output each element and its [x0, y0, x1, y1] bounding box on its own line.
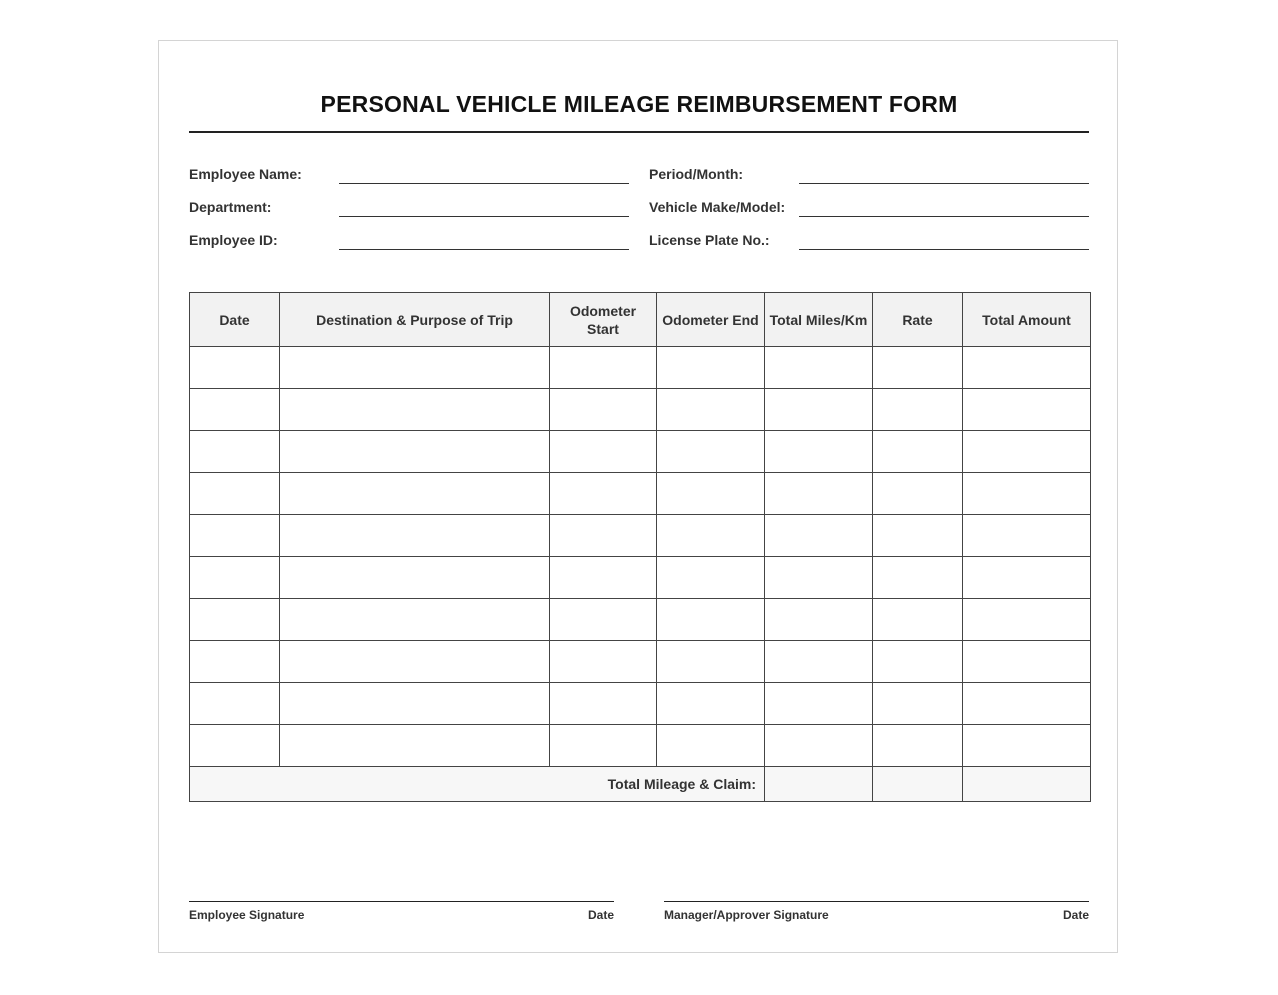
cell-total-amount[interactable]	[963, 473, 1091, 515]
cell-date[interactable]	[190, 515, 280, 557]
table-row	[190, 599, 1091, 641]
cell-odometer-start[interactable]	[550, 557, 657, 599]
form-title: PERSONAL VEHICLE MILEAGE REIMBURSEMENT FORM	[320, 91, 958, 117]
cell-destination-purpose[interactable]	[280, 599, 550, 641]
cell-destination-purpose[interactable]	[280, 473, 550, 515]
cell-rate[interactable]	[873, 557, 963, 599]
employee-signature-date-label: Date	[587, 908, 614, 922]
cell-rate[interactable]	[873, 347, 963, 389]
table-row	[190, 431, 1091, 473]
manager-signature-label: Manager/Approver Signature	[664, 908, 829, 922]
cell-total-miles[interactable]	[765, 431, 873, 473]
header-total-miles: Total Miles/Km	[765, 293, 873, 347]
header-destination-purpose: Destination & Purpose of Trip	[280, 293, 550, 347]
cell-destination-purpose[interactable]	[280, 431, 550, 473]
cell-destination-purpose[interactable]	[280, 725, 550, 767]
table-row	[190, 557, 1091, 599]
cell-destination-purpose[interactable]	[280, 389, 550, 431]
employee-id-line[interactable]	[339, 249, 629, 250]
cell-destination-purpose[interactable]	[280, 515, 550, 557]
cell-total-miles[interactable]	[765, 599, 873, 641]
license-plate-line[interactable]	[799, 249, 1089, 250]
cell-total-miles[interactable]	[765, 557, 873, 599]
cell-odometer-start[interactable]	[550, 389, 657, 431]
table-row	[190, 389, 1091, 431]
table-row	[190, 641, 1091, 683]
employee-name-field	[189, 165, 629, 189]
cell-rate[interactable]	[873, 599, 963, 641]
period-month-label: Period/Month:	[649, 166, 744, 182]
cell-rate[interactable]	[873, 431, 963, 473]
cell-rate[interactable]	[873, 725, 963, 767]
cell-total-miles[interactable]	[765, 683, 873, 725]
table-row	[190, 725, 1091, 767]
table-row	[190, 515, 1091, 557]
employee-id-field	[189, 231, 629, 255]
cell-total-amount[interactable]	[963, 557, 1091, 599]
cell-total-miles[interactable]	[765, 389, 873, 431]
header-date: Date	[190, 293, 280, 347]
cell-total-amount[interactable]	[963, 431, 1091, 473]
cell-total-amount[interactable]	[963, 515, 1091, 557]
department-field	[189, 198, 629, 222]
cell-total-amount[interactable]	[963, 641, 1091, 683]
cell-odometer-end[interactable]	[657, 347, 765, 389]
header-total-amount: Total Amount	[963, 293, 1091, 347]
form-page	[158, 40, 1118, 953]
cell-destination-purpose[interactable]	[280, 347, 550, 389]
total-mileage-claim-label: Total Mileage & Claim:	[190, 767, 765, 802]
header-odometer-end: Odometer End	[657, 293, 765, 347]
license-plate-field	[649, 231, 1089, 255]
cell-destination-purpose[interactable]	[280, 641, 550, 683]
vehicle-make-model-label: Vehicle Make/Model:	[649, 199, 786, 215]
cell-total-amount[interactable]	[963, 599, 1091, 641]
cell-total-amount[interactable]	[963, 683, 1091, 725]
total-miles-cell[interactable]	[765, 767, 873, 802]
cell-rate[interactable]	[873, 389, 963, 431]
employee-signature-label: Employee Signature	[189, 908, 305, 922]
cell-date[interactable]	[190, 683, 280, 725]
cell-date[interactable]	[190, 557, 280, 599]
employee-name-label: Employee Name:	[189, 166, 302, 182]
table-body	[190, 347, 1091, 767]
cell-total-miles[interactable]	[765, 725, 873, 767]
cell-date[interactable]	[190, 725, 280, 767]
manager-signature-date-label: Date	[1062, 908, 1089, 922]
mileage-log-table	[189, 292, 1091, 802]
cell-odometer-end[interactable]	[657, 389, 765, 431]
table-row	[190, 347, 1091, 389]
cell-odometer-start[interactable]	[550, 431, 657, 473]
employee-signature-line[interactable]	[189, 901, 614, 932]
cell-total-miles[interactable]	[765, 515, 873, 557]
cell-total-miles[interactable]	[765, 641, 873, 683]
license-plate-label: License Plate No.:	[649, 232, 770, 248]
cell-rate[interactable]	[873, 641, 963, 683]
cell-odometer-end[interactable]	[657, 641, 765, 683]
cell-total-miles[interactable]	[765, 347, 873, 389]
cell-odometer-end[interactable]	[657, 515, 765, 557]
cell-date[interactable]	[190, 431, 280, 473]
table-header-row	[190, 293, 1091, 347]
cell-odometer-end[interactable]	[657, 599, 765, 641]
table-total-row	[190, 767, 1091, 802]
cell-total-amount[interactable]	[963, 389, 1091, 431]
table-row	[190, 473, 1091, 515]
header-rate: Rate	[873, 293, 963, 347]
manager-signature-line[interactable]	[664, 901, 1089, 932]
cell-odometer-end[interactable]	[657, 557, 765, 599]
vehicle-make-model-line[interactable]	[799, 216, 1089, 217]
total-amount-cell[interactable]	[963, 767, 1091, 802]
department-line[interactable]	[339, 216, 629, 217]
header-odometer-start: Odometer Start	[550, 293, 657, 347]
cell-rate[interactable]	[873, 683, 963, 725]
cell-destination-purpose[interactable]	[280, 557, 550, 599]
cell-total-amount[interactable]	[963, 347, 1091, 389]
cell-date[interactable]	[190, 641, 280, 683]
cell-odometer-start[interactable]	[550, 599, 657, 641]
cell-odometer-start[interactable]	[550, 641, 657, 683]
table-row	[190, 683, 1091, 725]
cell-odometer-start[interactable]	[550, 347, 657, 389]
period-month-line[interactable]	[799, 183, 1089, 184]
cell-odometer-end[interactable]	[657, 473, 765, 515]
employee-name-line[interactable]	[339, 183, 629, 184]
cell-odometer-start[interactable]	[550, 683, 657, 725]
cell-odometer-end[interactable]	[657, 683, 765, 725]
cell-odometer-start[interactable]	[550, 515, 657, 557]
vehicle-make-model-field	[649, 198, 1089, 222]
cell-rate[interactable]	[873, 473, 963, 515]
cell-odometer-start[interactable]	[550, 725, 657, 767]
cell-total-amount[interactable]	[963, 725, 1091, 767]
title-divider	[189, 131, 1089, 133]
cell-date[interactable]	[190, 347, 280, 389]
total-rate-cell[interactable]	[873, 767, 963, 802]
cell-odometer-end[interactable]	[657, 431, 765, 473]
period-month-field	[649, 165, 1089, 189]
cell-total-miles[interactable]	[765, 473, 873, 515]
cell-odometer-end[interactable]	[657, 725, 765, 767]
cell-date[interactable]	[190, 473, 280, 515]
cell-rate[interactable]	[873, 515, 963, 557]
cell-date[interactable]	[190, 599, 280, 641]
cell-date[interactable]	[190, 389, 280, 431]
cell-odometer-start[interactable]	[550, 473, 657, 515]
cell-destination-purpose[interactable]	[280, 683, 550, 725]
department-label: Department:	[189, 199, 272, 215]
employee-id-label: Employee ID:	[189, 232, 278, 248]
